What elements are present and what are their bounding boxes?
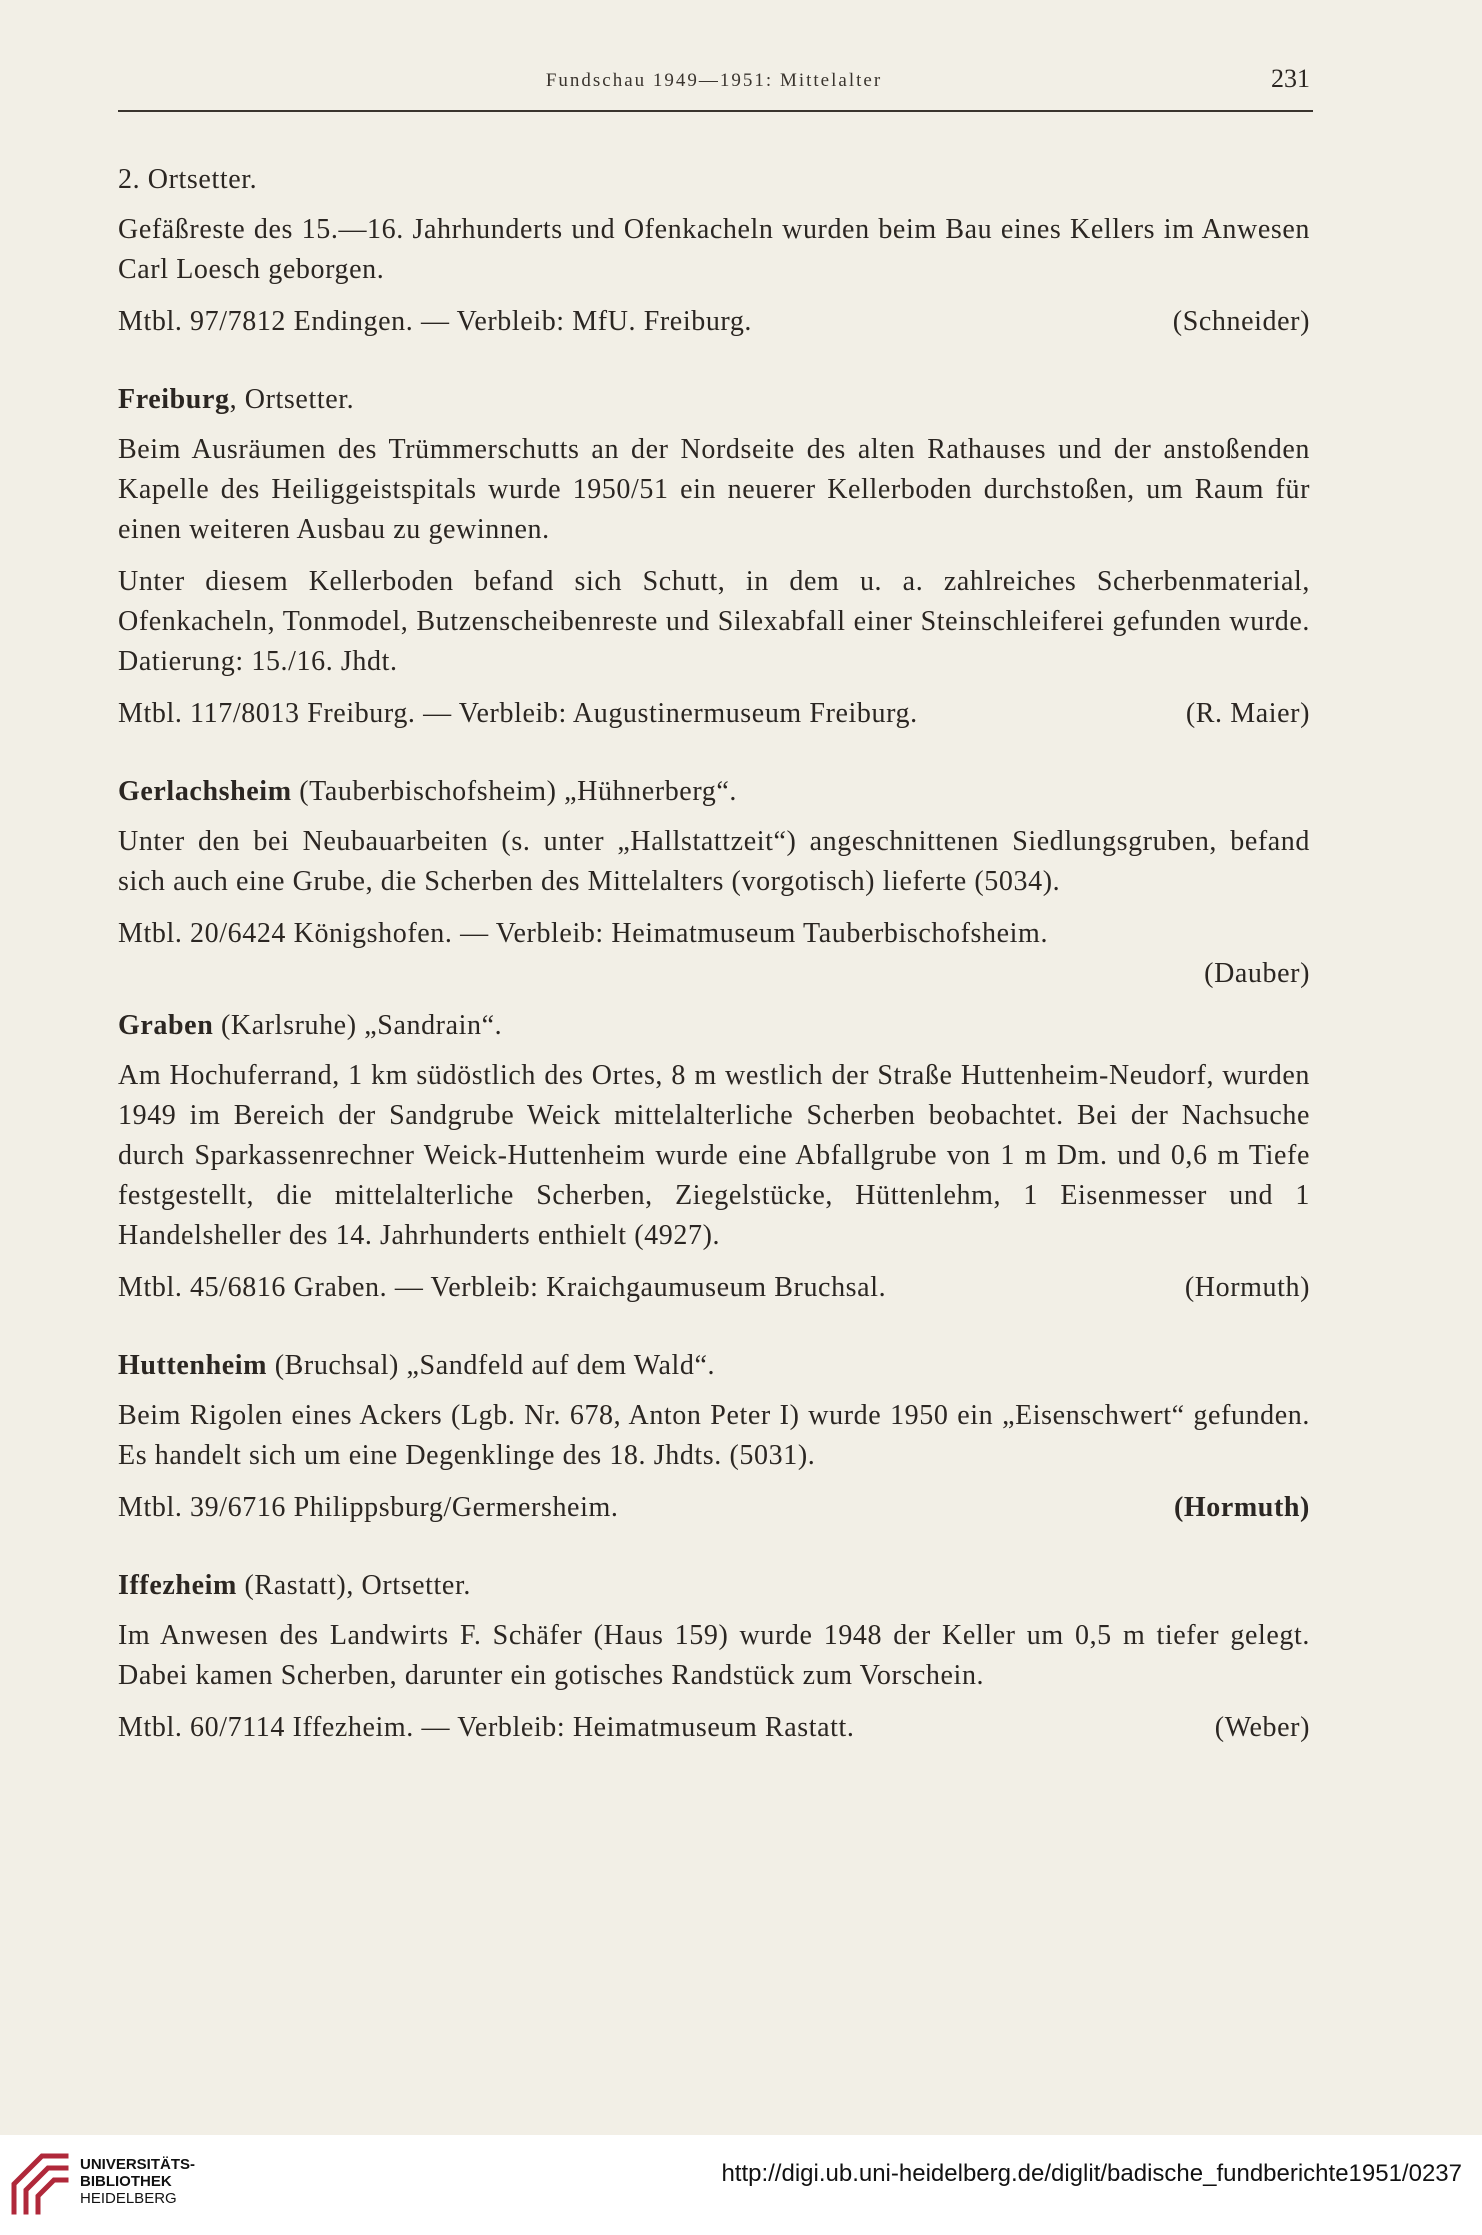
entry-paragraph: Unter diesem Kellerboden befand sich Schutt, in dem u. a. zahlreiches Scherbenmaterial, Ofenkacheln, Tonmodel, Butzenscheibenreste und Silexabfall einer Steinschleiferei gefunden wurde. Datierung: 15./16. Jhdt. — [118, 566, 1310, 677]
entry-heading-rest: (Rastatt), Ortsetter. — [236, 1570, 471, 1601]
entry-heading — [118, 772, 1310, 812]
entry-heading — [118, 160, 1310, 200]
reference-author: (Hormuth) — [1173, 1492, 1310, 1523]
reference-author: (Schneider) — [1172, 306, 1310, 337]
entry-paragraph: Beim Ausräumen des Trümmerschutts an der Nordseite des alten Rathauses und der anstoßenden Kapelle des Heiliggeistspitals wurde 1950/51 ein neuerer Kellerboden durchstoßen, um Raum für einen weiteren Ausbau zu gewinnen. — [118, 434, 1310, 545]
reference-text: Mtbl. 39/6716 Philippsburg/Germersheim. — [118, 1492, 619, 1523]
entry-heading-rest: (Tauberbischofsheim) „Hühnerberg“. — [291, 776, 737, 807]
entry-heading — [118, 1566, 1310, 1606]
library-logo[interactable] — [8, 2140, 218, 2230]
entry — [118, 1566, 1310, 1748]
reference-text: Mtbl. 97/7812 Endingen. — Verbleib: MfU. Freiburg. — [118, 306, 753, 337]
entry-place: Freiburg — [118, 384, 230, 415]
entry — [118, 380, 1310, 734]
entry-place: Huttenheim — [118, 1350, 268, 1381]
entry-heading — [118, 1346, 1310, 1386]
entry — [118, 160, 1310, 342]
entry-reference — [118, 694, 1310, 734]
page-number: 231 — [1271, 64, 1310, 93]
reference-author: (Weber) — [1214, 1712, 1310, 1743]
entry-paragraph: Im Anwesen des Landwirts F. Schäfer (Haus 159) wurde 1948 der Keller um 0,5 m tiefer gelegt. Dabei kamen Scherben, darunter ein gotisches Randstück zum Vorschein. — [118, 1620, 1310, 1691]
header-rule — [118, 110, 1313, 112]
source-url-link[interactable]: http://digi.ub.uni-heidelberg.de/diglit/badische_fundberichte1951/0237 — [721, 2160, 1462, 2187]
logo-line: UNIVERSITÄTS- — [80, 2156, 196, 2173]
entry-heading-rest: , Ortsetter. — [229, 384, 355, 415]
reference-text: Mtbl. 117/8013 Freiburg. — Verbleib: Augustinermuseum Freiburg. — [118, 698, 918, 729]
reference-text: Mtbl. 60/7114 Iffezheim. — Verbleib: Heimatmuseum Rastatt. — [118, 1712, 855, 1743]
reference-text: Mtbl. 45/6816 Graben. — Verbleib: Kraichgaumuseum Bruchsal. — [118, 1272, 887, 1303]
entry-paragraph: Am Hochuferrand, 1 km südöstlich des Ortes, 8 m westlich der Straße Huttenheim-Neudorf, wurden 1949 im Bereich der Sandgrube Weick mittelalterliche Scherben beobachtet. Bei der Nachsuche durch Sparkassenrechner Weick-Huttenheim wurde eine Abfallgrube von 1 m Dm. und 0,6 m Tiefe festgestellt, die mittelalterliche Scherben, Ziegelstücke, Hüttenlehm, 1 Eisenmesser und 1 Handelsheller des 14. Jahrhunderts enthielt (4927). — [118, 1060, 1310, 1251]
reference-author: (Dauber) — [1204, 958, 1310, 989]
entry-reference — [118, 302, 1310, 342]
entry-paragraph: Unter den bei Neubauarbeiten (s. unter „Hallstattzeit“) angeschnittenen Siedlungsgruben, befand sich auch eine Grube, die Scherben des Mittelalters (vorgotisch) lieferte (5034). — [118, 826, 1310, 897]
entry-heading-rest: 2. Ortsetter. — [118, 164, 258, 195]
entry-place: Gerlachsheim — [118, 776, 292, 807]
reference-text: Mtbl. 20/6424 Königshofen. — Verbleib: Heimatmuseum Tauberbischofsheim. — [118, 918, 1049, 949]
logo-line: HEIDELBERG — [80, 2190, 177, 2207]
logo-line: BIBLIOTHEK — [80, 2173, 172, 2190]
entry-heading — [118, 1006, 1310, 1046]
running-title: Fundschau 1949—1951: Mittelalter — [545, 70, 883, 91]
entry-heading — [118, 380, 1310, 420]
entry-paragraph: Beim Rigolen eines Ackers (Lgb. Nr. 678, Anton Peter I) wurde 1950 ein „Eisenschwert“ gefunden. Es handelt sich um eine Degenklinge des 18. Jhdts. (5031). — [118, 1400, 1310, 1471]
entry-reference — [118, 1708, 1310, 1748]
entry-place: Iffezheim — [118, 1570, 237, 1601]
entry-place: Graben — [118, 1010, 214, 1041]
entry — [118, 1346, 1310, 1528]
running-head — [118, 64, 1310, 104]
page-content — [118, 160, 1310, 1760]
entry-reference — [118, 914, 1310, 954]
entry-heading-rest: (Bruchsal) „Sandfeld auf dem Wald“. — [267, 1350, 716, 1381]
entry-paragraph: Gefäßreste des 15.—16. Jahrhunderts und Ofenkacheln wurden beim Bau eines Kellers im Anwesen Carl Loesch geborgen. — [118, 214, 1310, 285]
entry-reference — [118, 1268, 1310, 1308]
library-logo-text — [80, 2156, 195, 2207]
entry-heading-rest: (Karlsruhe) „Sandrain“. — [213, 1010, 503, 1041]
entry-reference — [118, 1488, 1310, 1528]
reference-author: (Hormuth) — [1184, 1272, 1310, 1303]
entry — [118, 1006, 1310, 1308]
library-logo-icon — [8, 2150, 72, 2218]
reference-author: (R. Maier) — [1185, 698, 1310, 729]
entry — [118, 772, 1310, 994]
